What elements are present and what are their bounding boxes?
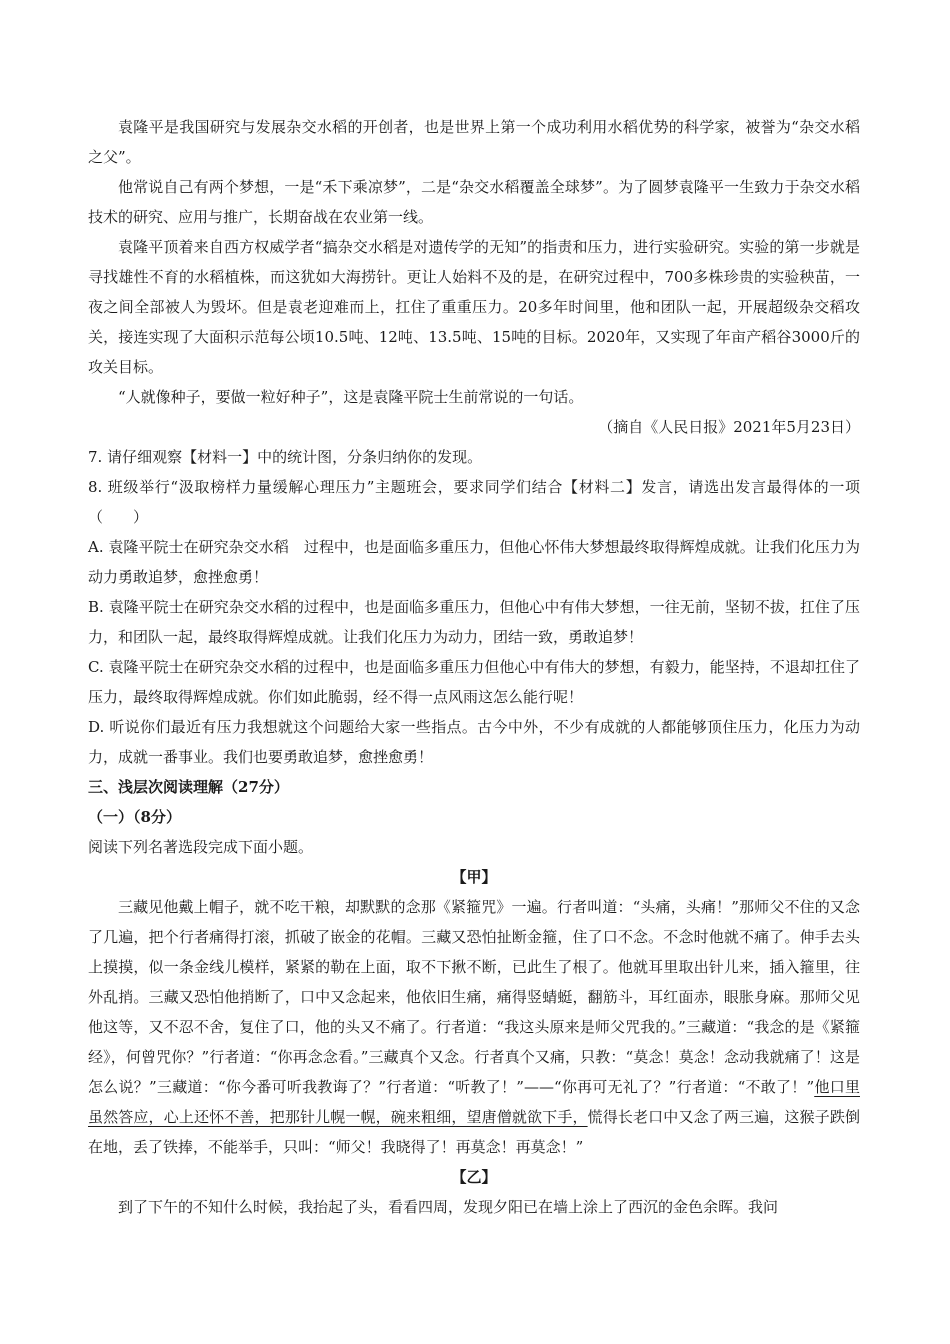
option-c: C. 袁隆平院士在研究杂交水稻的过程中，也是面临多重压力但他心中有伟大的梦想，有毅力，能坚持，不退却扛住了压力，最终取得辉煌成就。你们如此脆弱，经不得一点风雨这怎么能行呢！ [88, 658, 860, 706]
option-d: D. 听说你们最近有压力我想就这个问题给大家一些指点。古今中外，不少有成就的人都能够顶住压力，化压力为动力，成就一番事业。我们也要勇敢追梦，愈挫愈勇！ [88, 718, 860, 766]
passage-jia-text [88, 892, 860, 1162]
material2-paragraph-2: 他常说自己有两个梦想，一是“禾下乘凉梦”，二是“杂交水稻覆盖全球梦”。为了圆梦袁隆平一生致力于杂交水稻技术的研究、应用与推广，长期奋战在农业第一线。 [88, 178, 860, 226]
option-a: A. 袁隆平院士在研究杂交水稻 过程中，也是面临多重压力，但他心怀伟大梦想最终取得辉煌成就。让我们化压力为动力勇敢追梦，愈挫愈勇！ [88, 538, 860, 586]
passage-yi-text: 到了下午的不知什么时候，我抬起了头，看看四周，发现夕阳已在墙上涂上了西沉的金色余晖。我问 [118, 1198, 779, 1216]
subsection-1-title: （一）（8分） [88, 808, 181, 826]
material2-paragraph-4: “人就像种子，要做一粒好种子”，这是袁隆平院士生前常说的一句话。 [118, 388, 584, 406]
passage-yi-heading: 【乙】 [451, 1168, 497, 1186]
section-3-title: 三、浅层次阅读理解（27分） [88, 778, 289, 796]
reading-instruction: 阅读下列名著选段完成下面小题。 [88, 838, 314, 856]
question-8: 8. 班级举行“汲取榜样力量缓解心理压力”主题班会，要求同学们结合【材料二】发言，请选出发言最得体的一项（ ） [88, 478, 860, 526]
passage-jia-underlined-sentence: 他口里虽然答应，心上还怀不善，把那针儿幌一幌，碗来粗细，望唐僧就欲下手， [88, 1078, 860, 1126]
document-page [88, 112, 860, 1222]
material2-paragraph-1: 袁隆平是我国研究与发展杂交水稻的开创者，也是世界上第一个成功利用水稻优势的科学家，被誉为“杂交水稻之父”。 [88, 118, 860, 166]
option-b: B. 袁隆平院士在研究杂交水稻的过程中，也是面临多重压力，但他心中有伟大梦想，一往无前，坚韧不拔，扛住了压力，和团队一起，最终取得辉煌成就。让我们化压力为动力，团结一致，勇敢追梦！ [88, 598, 860, 646]
passage-jia-text-after: 慌得长老口中又念了两三遍，这猴子跌倒在地，丢了铁捧，不能举手，只叫：“师父！我晓得了！再莫念！再莫念！” [88, 1108, 860, 1156]
question-7: 7. 请仔细观察【材料一】中的统计图，分条归纳你的发现。 [88, 448, 483, 466]
material2-paragraph-3: 袁隆平顶着来自西方权威学者“搞杂交水稻是对遗传学的无知”的指责和压力，进行实验研究。实验的第一步就是寻找雄性不育的水稻植株，而这犹如大海捞针。更让人始料不及的是，在研究过程中，700多株珍贵的实验秧苗，一夜之间全部被人为毁坏。但是袁老迎难而上，扛住了重重压力。20多年时间里，他和团队一起，开展超级杂交稻攻关，接连实现了大面积示范每公顷10.5吨、12吨、13.5吨、15吨的目标。2020年，又实现了年亩产稻谷3000斤的攻关目标。 [88, 238, 860, 376]
material2-source: （摘自《人民日报》2021年5月23日） [598, 418, 860, 436]
passage-jia-text-before: 三藏见他戴上帽子，就不吃干粮，却默默的念那《紧箍咒》一遍。行者叫道：“头痛，头痛！”那师父不住的又念了几遍，把个行者痛得打滚，抓破了嵌金的花帽。三藏又恐怕扯断金箍，住了口不念。不念时他就不痛了。伸手去头上摸摸，似一条金线儿模样，紧紧的勒在上面，取不下揪不断，已此生了根了。他就耳里取出针儿来，插入箍里，往外乱捎。三藏又恐怕他捎断了，口中又念起来，他依旧生痛，痛得竖蜻蜓，翻筋斗，耳红面赤，眼胀身麻。那师父见他这等，又不忍不舍，复住了口，他的头又不痛了。行者道：“我这头原来是师父咒我的。”三藏道：“我念的是《紧箍经》，何曾咒你？”行者道：“你再念念看。”三藏真个又念。行者真个又痛，只教：“莫念！莫念！念动我就痛了！这是怎么说？”三藏道：“你今番可听我教诲了？”行者道：“听教了！”——“你再可无礼了？”行者道：“不敢了！” [88, 898, 860, 1096]
passage-jia-heading: 【甲】 [451, 868, 497, 886]
